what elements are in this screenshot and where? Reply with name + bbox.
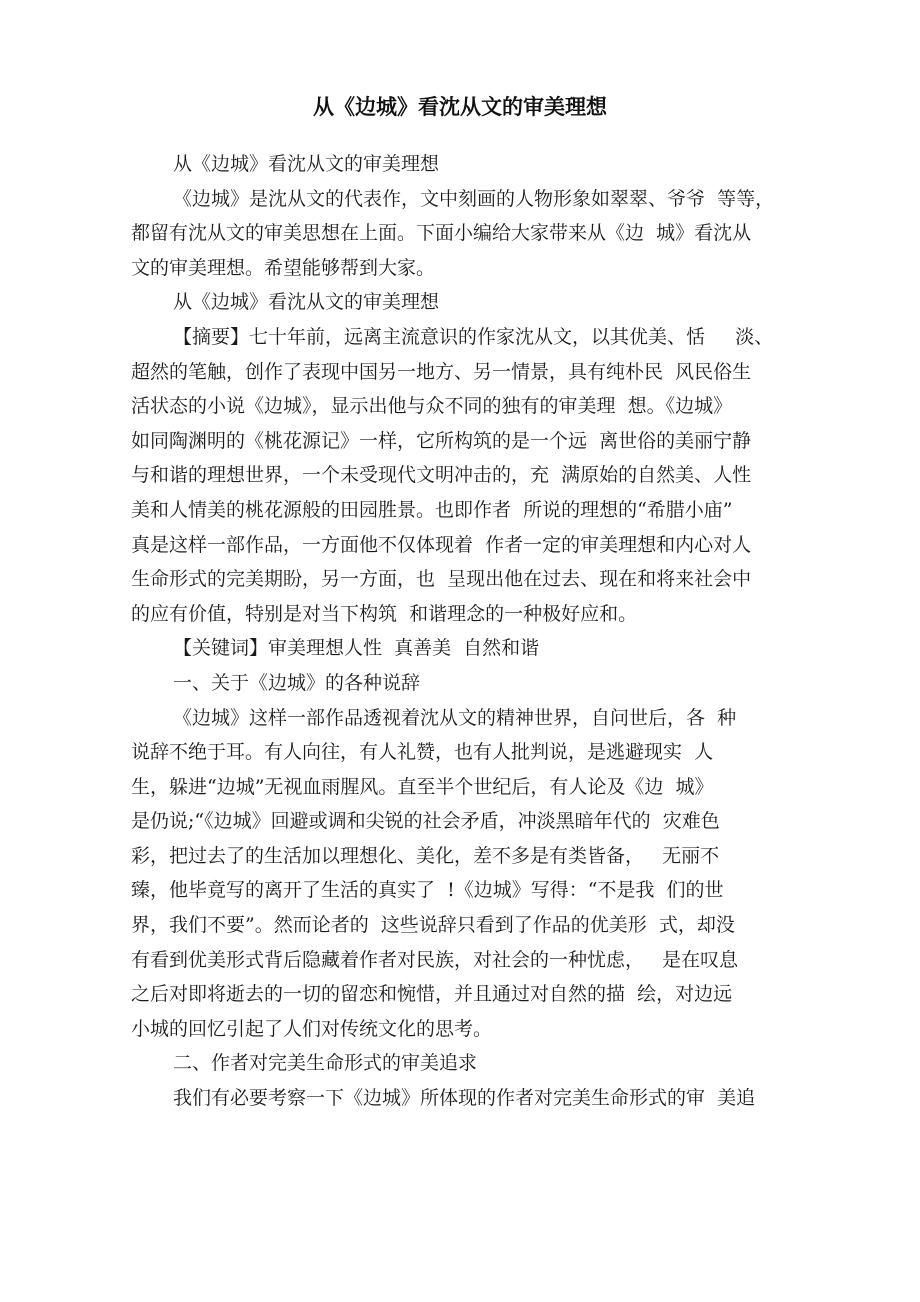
text-line: 美和人情美的桃花源般的田园胜景。也即作者 所说的理想的“希腊小庙” bbox=[131, 498, 733, 521]
text-line: 界，我们不要”。然而论者的 这些说辞只看到了作品的优美形 式，却没 bbox=[131, 914, 735, 937]
text-line: 文的审美理想。希望能够帮到大家。 bbox=[131, 256, 436, 279]
text-line: 生命形式的完美期盼，另一方面，也 呈现出他在过去、现在和将来社会中 bbox=[131, 568, 752, 591]
text-line: 我们有必要考察一下《边城》所体现的作者对完美生命形式的审 美追 bbox=[173, 1087, 756, 1110]
text-line: 二、作者对完美生命形式的审美追求 bbox=[173, 1052, 478, 1075]
text-line: 小城的回忆引起了人们对传统文化的思考。 bbox=[131, 1017, 493, 1040]
text-line: 一、关于《边城》的各种说辞 bbox=[173, 671, 421, 694]
text-line: 超然的笔触，创作了表现中国另一地方、另一情景，具有纯朴民 风民俗生 bbox=[131, 360, 752, 383]
text-line: 《边城》是沈从文的代表作，文中刻画的人物形象如翠翠、爷爷 等等， bbox=[173, 187, 775, 210]
text-line: 《边城》这样一部作品透视着沈从文的精神世界，自问世后，各 种 bbox=[173, 706, 737, 729]
page-title: 从《边城》看沈从文的审美理想 bbox=[313, 95, 607, 119]
text-line: 生，躲进“边城”无视血雨腥风。直至半个世纪后，有人论及《边 城》 bbox=[131, 775, 714, 798]
text-line: 臻，他毕竟写的离开了生活的真实了 !《边城》写得：“不是我 们的世 bbox=[131, 879, 724, 902]
text-line: 【关键词】审美理想人性 真善美 自然和谐 bbox=[173, 637, 540, 660]
text-line: 如同陶渊明的《桃花源记》一样，它所构筑的是一个远 离世俗的美丽宁静 bbox=[131, 429, 752, 452]
text-line: 真是这样一部作品，一方面他不仅体现着 作者一定的审美理想和内心对人 bbox=[131, 533, 752, 556]
text-line: 都留有沈从文的审美思想在上面。下面小编给大家带来从《边 城》看沈从 bbox=[131, 222, 752, 245]
text-line: 【摘要】七十年前，远离主流意识的作家沈从文，以其优美、恬 淡、 bbox=[173, 325, 774, 348]
text-line: 是仍说;“《边城》回避或调和尖锐的社会矛盾，冲淡黑暗年代的 灾难色 bbox=[131, 810, 720, 833]
text-line: 从《边城》看沈从文的审美理想 bbox=[173, 291, 440, 314]
text-line: 彩，把过去了的生活加以理想化、美化，差不多是有类皆备， 无丽不 bbox=[131, 844, 720, 867]
text-line: 之后对即将逝去的一切的留恋和惋惜，并且通过对自然的描 绘，对边远 bbox=[131, 983, 733, 1006]
text-line: 说辞不绝于耳。有人向往，有人礼赞，也有人批判说，是逃避现实 人 bbox=[131, 741, 714, 764]
document-body bbox=[131, 147, 811, 1116]
text-line: 有看到优美形式背后隐藏着作者对民族，对社会的一种忧虑， 是在叹息 bbox=[131, 948, 739, 971]
text-line: 从《边城》看沈从文的审美理想 bbox=[173, 153, 440, 175]
text-line: 的应有价值，特别是对当下构筑 和谐理念的一种极好应和。 bbox=[131, 602, 638, 625]
text-line: 与和谐的理想世界，一个未受现代文明冲击的，充 满原始的自然美、人性 bbox=[131, 464, 752, 487]
text-line: 活状态的小说《边城》，显示出他与众不同的独有的审美理 想。《边城》 bbox=[131, 395, 733, 418]
